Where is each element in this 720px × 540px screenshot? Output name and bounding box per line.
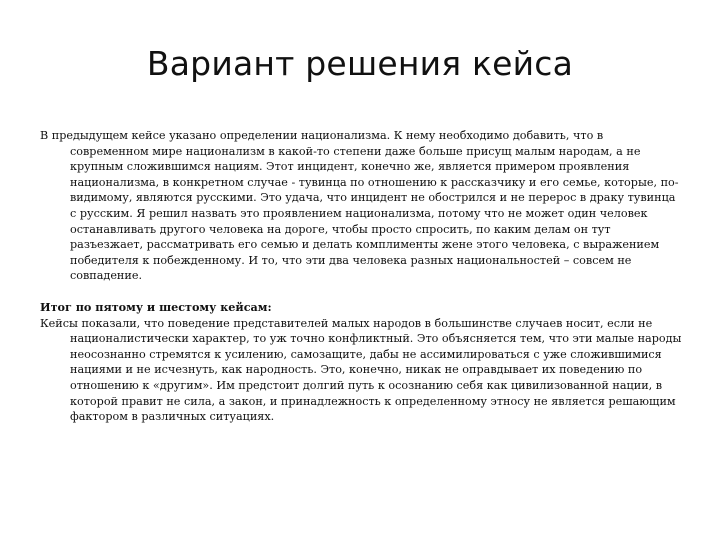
slide-title: Вариант решения кейса (146, 44, 574, 83)
summary-paragraph: Кейсы показали, что поведение представителей малых народов в большинстве случаев носит, если не националистически характер, то уж точно конфликтный. Это объясняется тем, что эти малые народы неосознанно стремятся к усилению, самозащите, дабы не ассимилироваться с уже сложившимися нациями и не исчезнуть, как народность. Это, конечно, никак не оправдывает их поведению по отношению к «другим». Им предстоит долгий путь к осознанию себя как цивилизованной нации, в которой правит не сила, а закон, и принадлежность к определенному этносу не является решающим фактором в различных ситуациях. (40, 316, 682, 424)
slide-body (40, 128, 682, 425)
spacer (40, 284, 682, 300)
summary-heading: Итог по пятому и шестому кейсам: (40, 299, 272, 314)
case-solution-paragraph: В предыдущем кейсе указано определении национализма. К нему необходимо добавить, что в современном мире национализм в какой-то степени даже больше присущ малым народам, а не крупным сложившимся нациям. Этот инцидент, конечно же, является примером проявления национализма, в конкретном случае - тувинца по отношению к рассказчику и его семье, которые, по-видимому, являются русскими. Это удача, что инцидент не обострился и не перерос в драку тувинца с русским. Я решил назвать это проявлением национализма, потому что не может один человек останавливать другого человека на дороге, чтобы просто спросить, по каким делам он тут разъезжает, рассматривать его семью и делать комплименты жене этого человека, с выражением победителя к побежденному. И то, что эти два человека разных национальностей – совсем не совпадение. (40, 129, 679, 283)
